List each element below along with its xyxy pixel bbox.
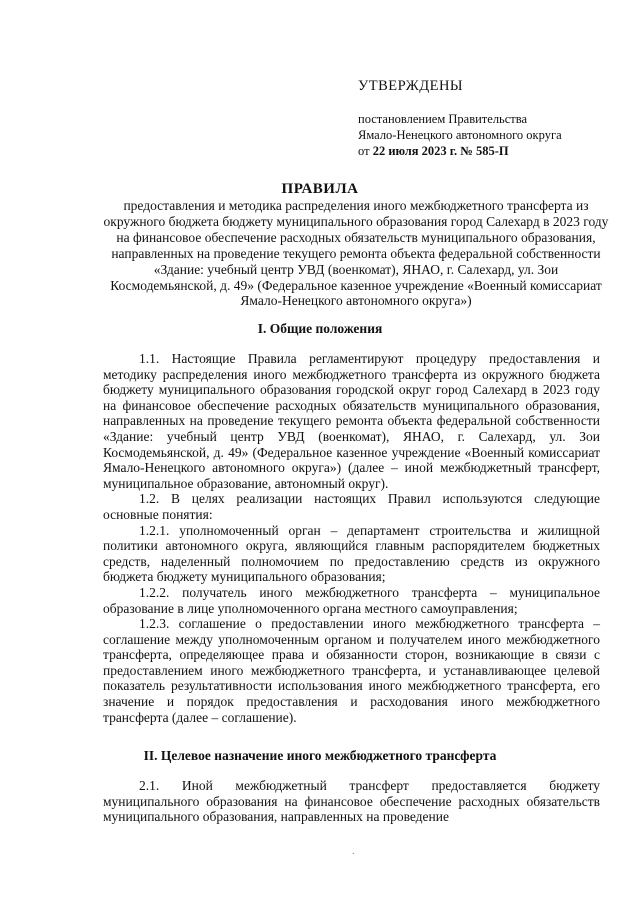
resolution-reference [358, 111, 562, 159]
paragraph: 2.1. Иной межбюджетный трансферт предоставляется бюджету муниципального образования на финансовое обеспечение расходных обязательств муниципального образования, направленных на проведение [103, 778, 600, 825]
date-prefix: от [358, 144, 370, 158]
paragraph: 1.2.1. уполномоченный орган – департамент строительства и жилищной политики автономного округа, являющийся главным распорядителем бюджетных средств, наделенный полномочием по предоставлению средств из окружного бюджета бюджету муниципального образования; [103, 522, 600, 585]
resolution-date: 22 июля 2023 г. № 585-П [372, 144, 509, 158]
document-title: ПРАВИЛА [281, 181, 359, 197]
paragraph: 1.2.3. соглашение о предоставлении иного межбюджетного трансферта – соглашение между уполномоченным органом и получателем иного межбюджетного трансферта, определяющее права и обязанности сторон, возникающие в связи с предоставлением иного межбюджетного трансферта, и устанавливающее целевой показатель результативности использования иного межбюджетного трансферта, его значение и порядок предоставления и расходования иного межбюджетного трансферта (далее – соглашение). [103, 616, 600, 725]
resolution-date-line [358, 143, 562, 159]
paragraph: 1.2.2. получатель иного межбюджетного трансферта – муниципальное образование в лице уполномоченного органа местного самоуправления; [103, 584, 600, 616]
resolution-line-2: Ямало-Ненецкого автономного округа [358, 128, 562, 142]
resolution-line-1: постановлением Правительства [358, 112, 528, 126]
paragraph: 1.2. В целях реализации настоящих Правил используются следующие основные понятия: [103, 491, 600, 522]
document-subtitle: предоставления и методика распределения иного межбюджетного трансферта из окружного бюджета бюджету муниципального образования город Салехард в 2023 году на финансовое обеспечение расходных обязательств муниципального образования, направленных на проведение текущего ремонта объекта федеральной собственности «Здание: учебный центр УВД (военкомат), ЯНАО, г. Салехард, ул. Зои Космодемьянской, д. 49» (Федеральное казенное учреждение «Военный комиссариат Ямало-Ненецкого автономного округа») [103, 198, 609, 309]
section-heading-1: I. Общие положения [257, 321, 383, 336]
section-body-2 [103, 778, 600, 825]
paragraph: 1.1. Настоящие Правила регламентируют процедуру предоставления и методику распределения иного межбюджетного трансферта из окружного бюджета бюджету муниципального образования городской округ город Салехард в 2023 году на финансовое обеспечение расходных обязательств муниципального образования, направленных на проведение текущего ремонта объекта федеральной собственности «Здание: учебный центр УВД (военкомат), ЯНАО, г. Салехард, ул. Зои Космодемьянской, д. 49» (Федеральное казенное учреждение «Военный комиссариат Ямало-Ненецкого автономного округа») (далее – иной межбюджетный трансферт, муниципальное образование, автономный округ). [103, 351, 600, 491]
page-mark: . [352, 846, 355, 857]
section-heading-2: II. Целевое назначение иного межбюджетного трансферта [143, 748, 497, 763]
approval-stamp: УТВЕРЖДЕНЫ [358, 78, 464, 94]
section-body-1 [103, 351, 600, 725]
